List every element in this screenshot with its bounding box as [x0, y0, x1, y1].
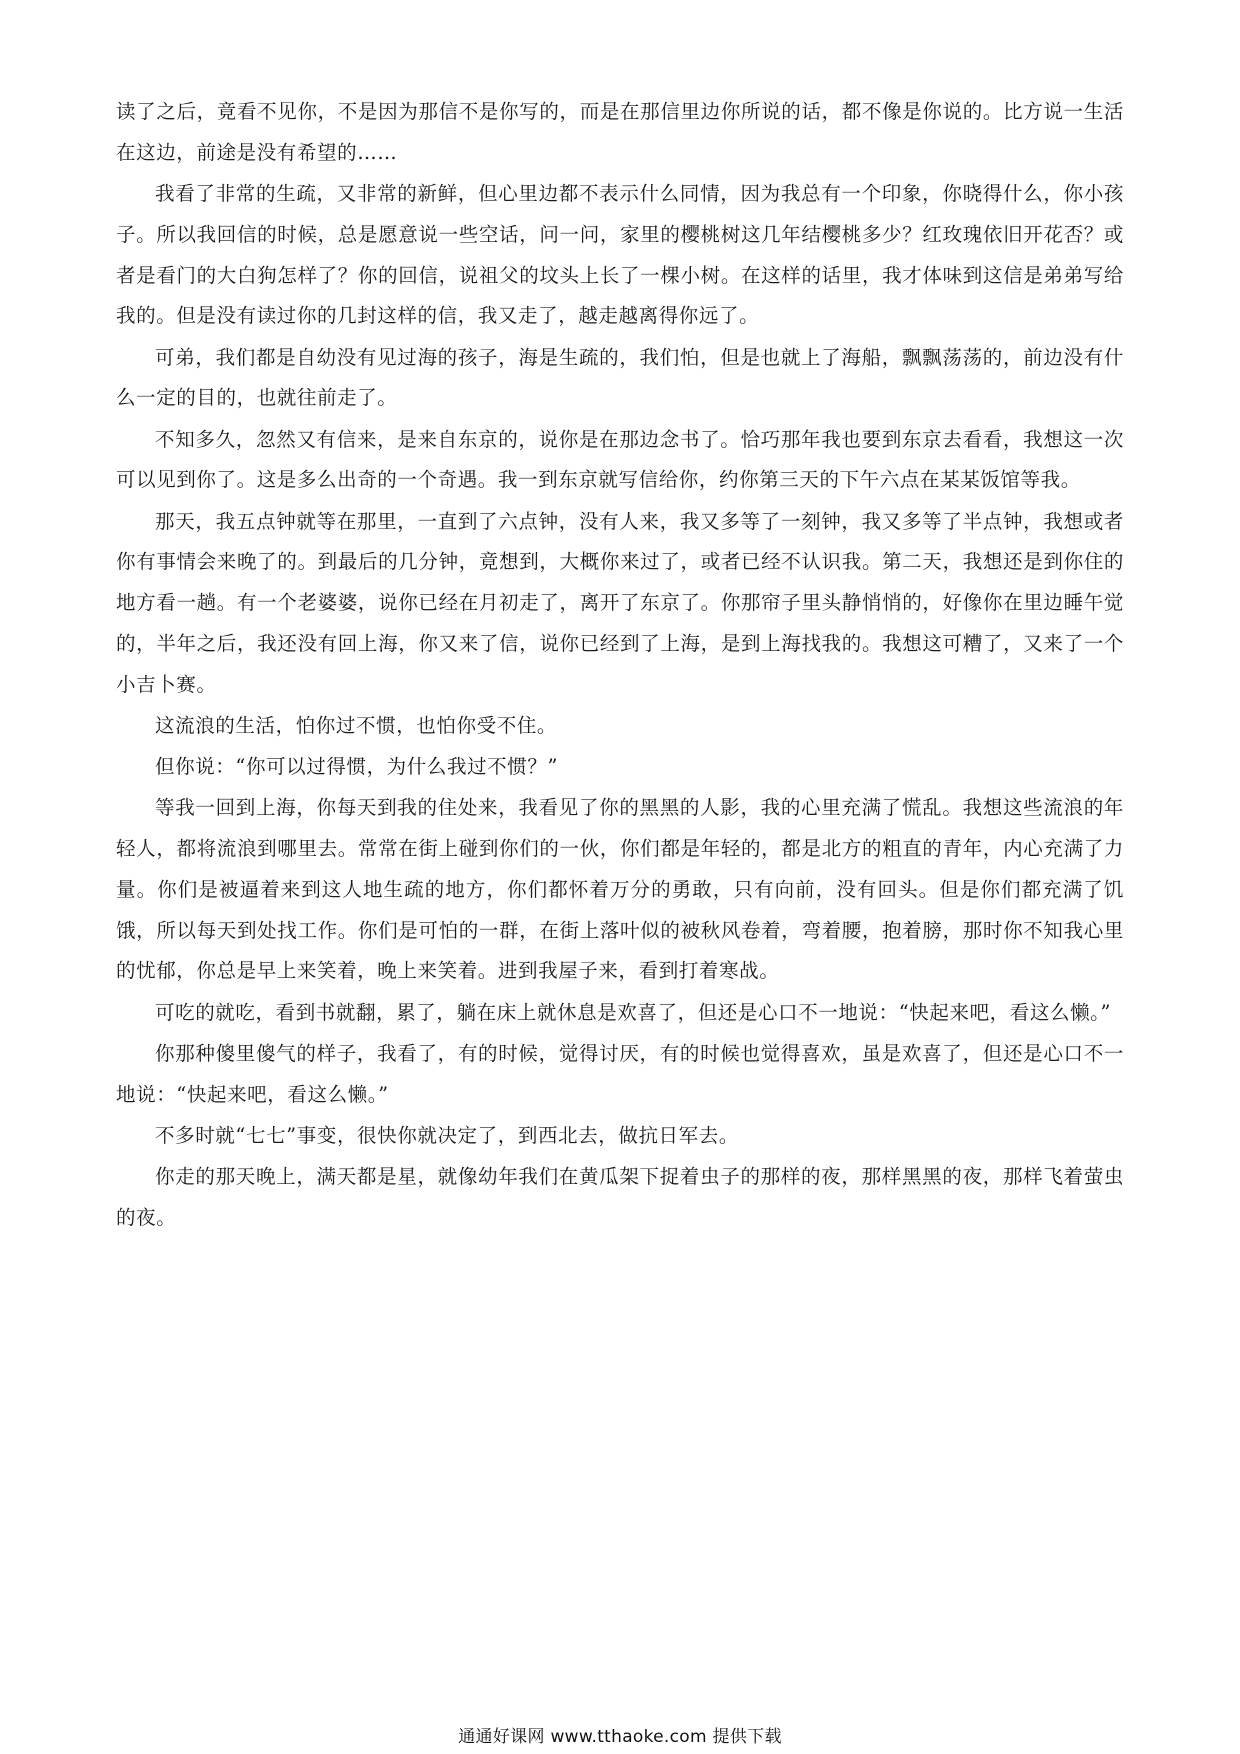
article-body — [116, 92, 1124, 1239]
paragraph-12: 你走的那天晚上，满天都是星，就像幼年我们在黄瓜架下捉着虫子的那样的夜，那样黑黑的夜，那样飞着萤虫的夜。 — [116, 1165, 1124, 1229]
paragraph-8: 等我一回到上海，你每天到我的住处来，我看见了你的黑黑的人影，我的心里充满了慌乱。我想这些流浪的年轻人，都将流浪到哪里去。常常在街上碰到你们的一伙，你们都是年轻的，都是北方的粗直的青年，内心充满了力量。你们是被逼着来到这人地生疏的地方，你们都怀着万分的勇敢，只有向前，没有回头。但是你们都充满了饥饿，所以每天到处找工作。你们是可怕的一群，在街上落叶似的被秋风卷着，弯着腰，抱着膀，那时你不知我心里的忧郁，你总是早上来笑着，晚上来笑着。进到我屋子来，看到打着寒战。 — [116, 796, 1124, 983]
paragraph-1: 读了之后，竟看不见你，不是因为那信不是你写的，而是在那信里边你所说的话，都不像是你说的。比方说一生活在这边，前途是没有希望的…… — [116, 100, 1124, 164]
paragraph-6: 这流浪的生活，怕你过不惯，也怕你受不住。 — [155, 713, 558, 737]
paragraph-4: 不知多久，忽然又有信来，是来自东京的，说你是在那边念书了。恰巧那年我也要到东京去看看，我想这一次可以见到你了。这是多么出奇的一个奇遇。我一到东京就写信给你，约你第三天的下午六点在某某饭馆等我。 — [116, 427, 1124, 492]
paragraph-11: 不多时就“七七”事变，很快你就决定了，到西北去，做抗日军去。 — [155, 1123, 739, 1147]
footer-source-note: 通通好课网 www.tthaoke.com 提供下载 — [458, 1727, 782, 1747]
paragraph-2: 我看了非常的生疏，又非常的新鲜，但心里边都不表示什么同情，因为我总有一个印象，你晓得什么，你小孩子。所以我回信的时候，总是愿意说一些空话，问一问，家里的樱桃树这几年结樱桃多少？红玫瑰依旧开花否？或者是看门的大白狗怎样了？你的回信，说祖父的坟头上长了一棵小树。在这样的话里，我才体味到这信是弟弟写给我的。但是没有读过你的几封这样的信，我又走了，越走越离得你远了。 — [116, 181, 1124, 328]
paragraph-3: 可弟，我们都是自幼没有见过海的孩子，海是生疏的，我们怕，但是也就上了海船，飘飘荡荡的，前边没有什么一定的目的，也就往前走了。 — [116, 345, 1124, 410]
paragraph-9: 可吃的就吃，看到书就翻，累了，躺在床上就休息是欢喜了，但还是心口不一地说：“快起来吧，看这么懒。” — [155, 1000, 1112, 1024]
paragraph-7: 但你说：“你可以过得惯，为什么我过不惯？” — [155, 755, 559, 779]
paragraph-5: 那天，我五点钟就等在那里，一直到了六点钟，没有人来，我又多等了一刻钟，我又多等了半点钟，我想或者你有事情会来晚了的。到最后的几分钟，竟想到，大概你来过了，或者已经不认识我。第二天，我想还是到你住的地方看一趟。有一个老婆婆，说你已经在月初走了，离开了东京了。你那帘子里头静悄悄的，好像你在里边睡午觉的，半年之后，我还没有回上海，你又来了信，说你已经到了上海，是到上海找我的。我想这可糟了，又来了一个小吉卜赛。 — [116, 509, 1124, 696]
paragraph-10: 你那种傻里傻气的样子，我看了，有的时候，觉得讨厌，有的时候也觉得喜欢，虽是欢喜了，但还是心口不一地说：“快起来吧，看这么懒。” — [116, 1041, 1124, 1106]
